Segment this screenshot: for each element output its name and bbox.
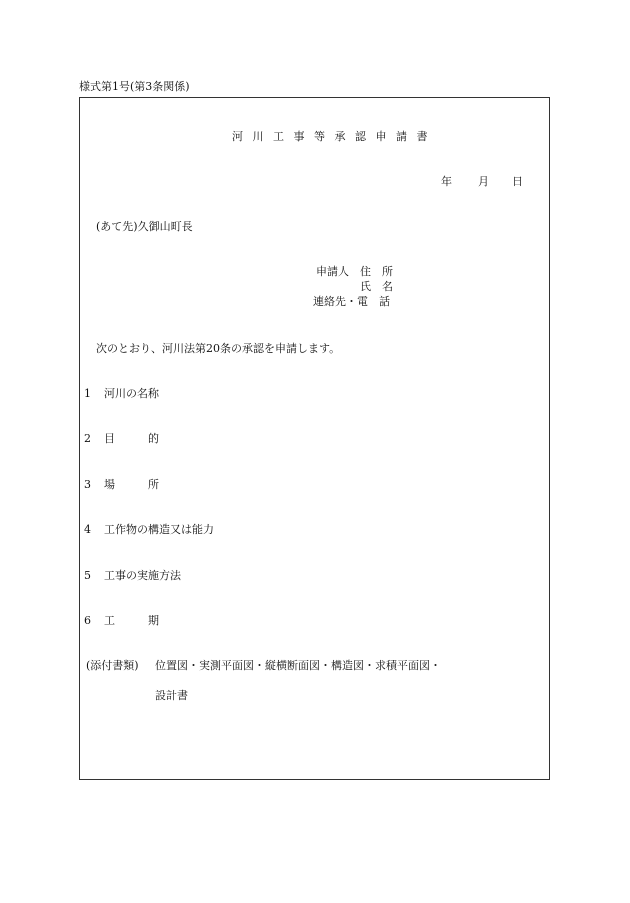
item-number: 3 xyxy=(84,478,91,491)
attachments-label: (添付書類) xyxy=(86,659,139,672)
list-item xyxy=(84,524,214,535)
item-number: 2 xyxy=(84,432,91,445)
list-item xyxy=(84,479,159,490)
item-number: 4 xyxy=(84,523,91,536)
item-number: 6 xyxy=(84,614,91,627)
list-item xyxy=(84,570,181,581)
item-label: 河川の名称 xyxy=(104,387,159,400)
date-day-label: 日 xyxy=(512,175,523,188)
list-item xyxy=(84,388,159,399)
item-label: 工作物の構造又は能力 xyxy=(104,523,214,536)
applicant-name-label: 氏 名 xyxy=(360,280,393,293)
applicant-address-label: 住 所 xyxy=(360,265,393,278)
intro-statement: 次のとおり、河川法第20条の承認を申請します。 xyxy=(96,342,341,355)
item-number: 5 xyxy=(84,569,91,582)
addressee: (あて先)久御山町長 xyxy=(96,220,193,233)
list-item xyxy=(84,615,159,626)
attachments-line-1: 位置図・実測平面図・縦横断面図・構造図・求積平面図・ xyxy=(155,659,441,672)
applicant-contact-label: 連絡先・電 話 xyxy=(313,295,390,308)
item-label: 場 所 xyxy=(104,478,159,491)
date-month-label: 月 xyxy=(478,175,489,188)
item-number: 1 xyxy=(84,387,91,400)
form-title: 河 川 工 事 等 承 認 申 請 書 xyxy=(232,130,431,143)
date-year-label: 年 xyxy=(441,175,452,188)
form-number-label: 様式第1号(第3条関係) xyxy=(79,80,190,93)
item-label: 工事の実施方法 xyxy=(104,569,181,582)
item-label: 目 的 xyxy=(104,432,159,445)
applicant-label: 申請人 xyxy=(316,265,349,278)
attachments-line-2: 設計書 xyxy=(155,689,188,702)
item-label: 工 期 xyxy=(104,614,159,627)
list-item xyxy=(84,433,159,444)
